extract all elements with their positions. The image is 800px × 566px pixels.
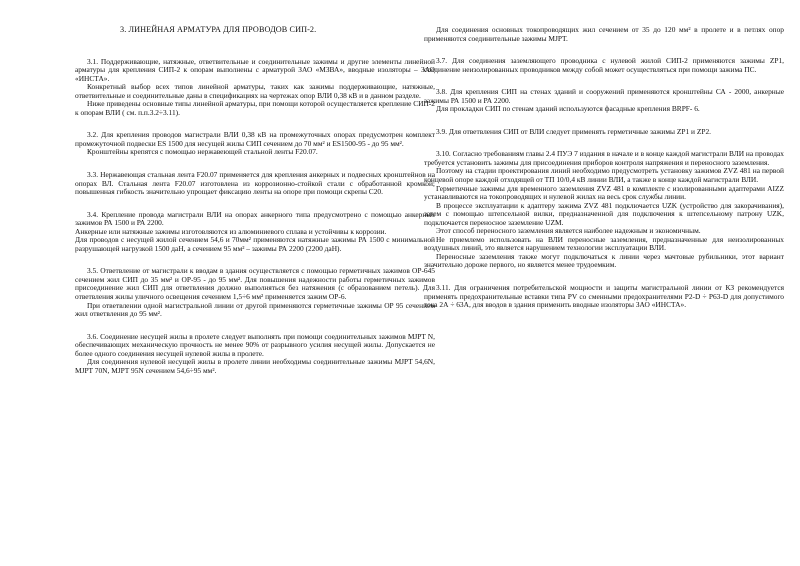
paragraph: 3.11. Для ограничения потребительской мощности и защиты магистральной линии от КЗ рекомендуется применять предохранительные вставки типа PV со сменными предохранителями P2-D ÷ P63-D для допустимого тока 2А ÷ 63А, для вводов в здания применить вводные изоляторы ЗАО «ИНСТА». xyxy=(424,283,784,310)
paragraph-gap xyxy=(75,319,435,333)
right-column xyxy=(424,26,784,310)
paragraph-gap xyxy=(424,136,784,150)
paragraph: Ниже приведены основные типы линейной арматуры, при помощи которой осуществляется крепление СИП-2 к опорам ВЛИ ( см. п.п.3.2÷3.11). xyxy=(75,99,435,117)
paragraph: В процессе эксплуатации к адаптеру зажима ZVZ 481 подключается UZK (устройство для закорачивания), затем с помощью штепсельной вилки, предназначенной для подключения к штепсельному патрону UZK, подключается переносное заземление UZM. xyxy=(424,200,784,227)
paragraph: 3.8. Для крепления СИП на стенах зданий и сооружений применяются кронштейны СА - 2000, анкерные зажимы РА 1500 и РА 2200. xyxy=(424,87,784,105)
paragraph: Для соединения основных токопроводящих жил сечением от 35 до 120 мм² в пролете и в петлях опор применяются соединительные зажимы MJPT. xyxy=(424,25,784,43)
paragraph: 3.9. Для ответвления СИП от ВЛИ следует применять герметичные зажимы ZP1 и ZP2. xyxy=(436,126,712,136)
paragraph-gap xyxy=(75,117,435,131)
paragraph: 3.4. Крепление провода магистрали ВЛИ на опорах анкерного типа предусмотрено с помощью анкерных зажимов РА 1500 и РА 2200. xyxy=(75,209,435,228)
paragraph: 3.2. Для крепления проводов магистрали ВЛИ 0,38 кВ на промежуточных опорах предусмотрен комплект промежуточной подвески ES 1500 для несущей жилы СИП сечением до 70 мм² и ES1500-95 - до 95 мм². xyxy=(75,130,435,148)
paragraph-gap xyxy=(424,74,784,88)
paragraph: 3.5. Ответвление от магистрали к вводам в здания осуществляется с помощью герметичных зажимов ОР-645 сечением жил СИП до 35 мм² и ОР-95 - до 95 мм². Для повышения надежности работы герметичных зажимов присоединение жил СИП для ответвления должно выполняться без натяжения (с образованием петель). Для ответвления жилы уличного освещения сечением 1,5÷6 мм² применяется зажим ОР-6. xyxy=(75,266,435,302)
paragraph: Поэтому на стадии проектирования линий необходимо предусмотреть установку зажимов ZVZ 481 на первой концевой опоре каждой отходящей от ТП 10/0,4 кВ линии ВЛИ, а также в конце каждой магистрали ВЛИ. xyxy=(424,166,784,185)
page-title: 3. ЛИНЕЙНАЯ АРМАТУРА ДЛЯ ПРОВОДОВ СИП-2. xyxy=(120,25,317,34)
paragraph: 3.3. Нержавеющая стальная лента F20.07 применяется для крепления анкерных и подвесных кронштейнов на опорах ВЛ. Стальная лента F20.07 изготовлена из коррозионно-стойкой стали с обработанной кромкой; повышенная гибкость значительно упрощает фиксацию ленты на опоре при помощи скрепы С20. xyxy=(75,170,435,197)
paragraph: При ответвлении одной магистральной линии от другой применяются герметичные зажимы ОР 95 сечением жил ответвления до 95 мм². xyxy=(75,300,435,319)
paragraph: Для прокладки СИП по стенам зданий используются фасадные крепления BRPF- 6. xyxy=(436,104,700,114)
paragraph: Для проводов с несущей жилой сечением 54,6 и 70мм² применяются натяжные зажимы РА 1500 с минимальной разрушающей нагрузкой 1500 даН, а сечением 95 мм² – зажимы РА 2200 (2200 даН). xyxy=(75,235,435,253)
paragraph: 3.10. Согласно требованиям главы 2.4 ПУЭ 7 издания в начале и в конце каждой магистрали ВЛИ на проводах требуется установить зажимы для присоединения приборов контроля напряжения и переносного заземления. xyxy=(424,149,784,167)
paragraph: 3.7. Для соединения заземляющего проводника с нулевой жилой СИП-2 применяются зажимы ZP1, соединение неизолированных проводников между собой может осуществляться при помощи зажима ПС. xyxy=(424,56,784,74)
paragraph-gap xyxy=(75,253,435,267)
paragraph: Переносные заземления также могут подключаться к линии через мачтовые рубильники, этот вариант значительно дороже первого, но является менее трудоемким. xyxy=(424,251,784,270)
paragraph: Для соединения нулевой несущей жилы в пролете линии необходимы соединительные зажимы MJPT 54,6N, MJPT 70N, MJPT 95N сечением 54,6÷95 мм². xyxy=(75,357,435,375)
paragraph: 3.6. Соединение несущей жилы в пролете следует выполнять при помощи соединительных зажимов MJPT N, обеспечивающих механическую прочность не менее 90% от разрывного усилия несущей жилы. Допускается не более одного соединения несущей нулевой жилы в пролете. xyxy=(75,331,435,358)
paragraph-gap xyxy=(75,197,435,211)
paragraph: Этот способ переносного заземления является наиболее надежным и экономичным. xyxy=(436,226,701,236)
paragraph: Конкретный выбор всех типов линейной арматуры, таких как зажимы поддерживающие, натяжные, ответвительные и соединительные даны в спецификациях на чертежах опор ВЛИ 0,38 кВ и в данном разделе. xyxy=(75,82,435,100)
paragraph: Анкерные или натяжные зажимы изготовляются из алюминиевого сплава и устойчивы к коррозии. xyxy=(75,226,387,236)
paragraph-gap xyxy=(424,270,784,284)
left-column xyxy=(75,26,435,375)
paragraph: Герметичные зажимы для временного заземления ZVZ 481 в комплекте с изолированными адаптерами AIZZ устанавливаются на токопроводящих и нулевой жилах на весь срок службы линии. xyxy=(424,183,784,202)
paragraph-gap xyxy=(75,157,435,171)
paragraph: Кронштейны крепятся с помощью нержавеющей стальной ленты F20.07. xyxy=(87,147,318,157)
paragraph-gap xyxy=(424,114,784,128)
paragraph-gap xyxy=(424,43,784,57)
paragraph: 3.1. Поддерживающие, натяжные, ответвительные и соединительные зажимы и другие элементы линейной арматуры для крепления СИП-2 к опорам выполнены с арматурой ЗАО «МЗВА», вводные изоляторы – ЗАО «ИНСТА». xyxy=(75,56,435,83)
paragraph: Не приемлемо использовать на ВЛИ переносные заземления, предназначенные для неизолированных воздушных линий, это является нарушением технологии эксплуатации ВЛИ. xyxy=(424,234,784,253)
right-paragraphs xyxy=(424,26,784,310)
left-paragraphs xyxy=(75,58,435,376)
